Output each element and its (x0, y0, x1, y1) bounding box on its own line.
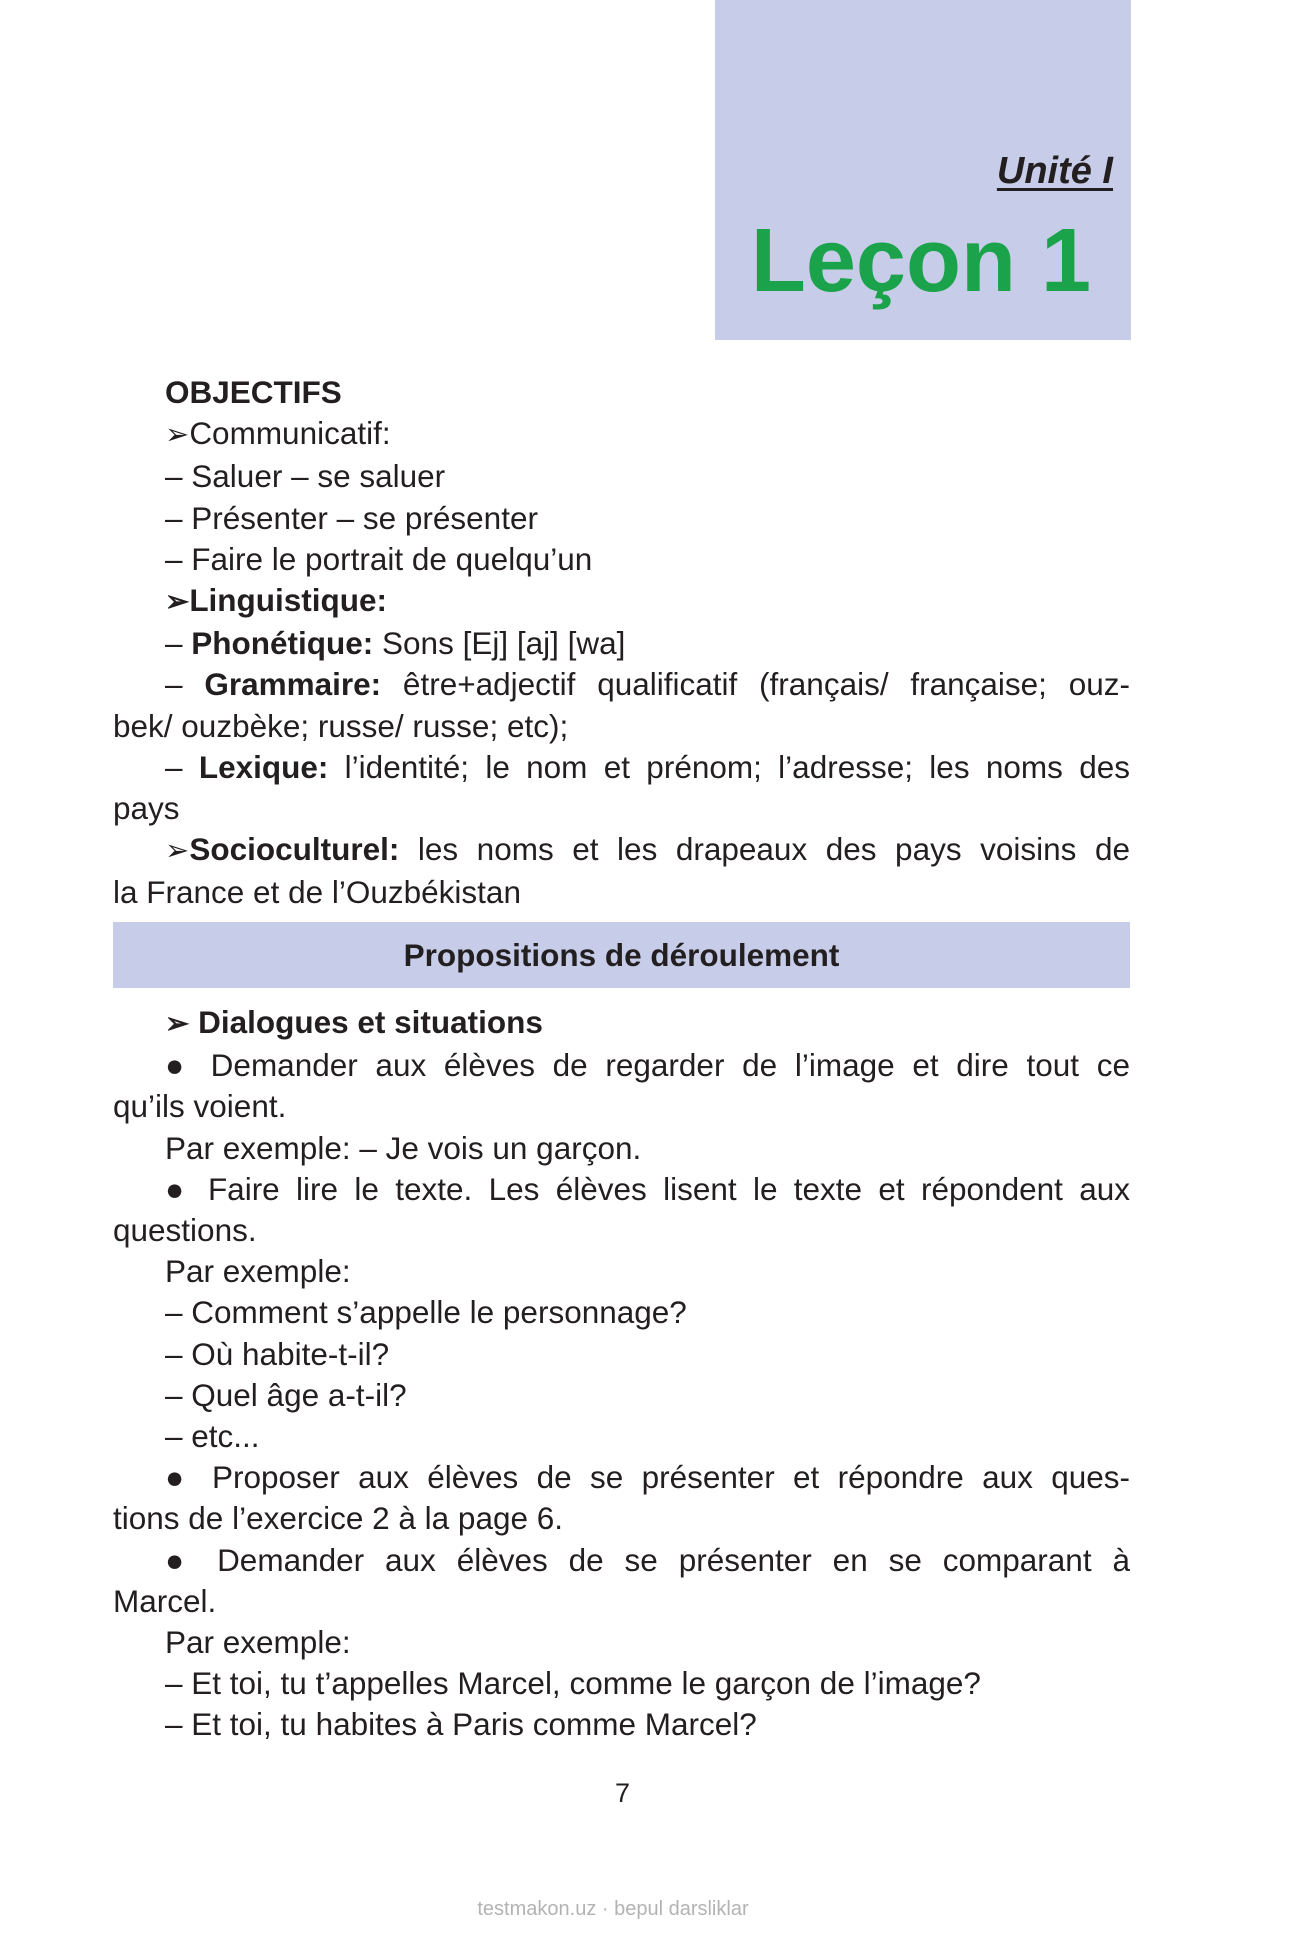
step-text: Faire lire le texte. Les élèves lisent le texte et répondent aux (207, 1170, 1130, 1207)
step-text-cont: tions de l’exercice 2 à la page 6. (113, 1500, 564, 1537)
step-item (113, 1540, 1130, 1581)
objectives-title: OBJECTIFS (165, 374, 342, 410)
bullet-icon: ● (165, 1170, 192, 1207)
step-text-cont: Marcel. (113, 1582, 217, 1619)
communicatif-item: – Saluer – se saluer (165, 458, 446, 495)
communicatif-item: – Présenter – se présenter (165, 499, 538, 536)
step-text: Demander aux élèves de se présenter en se comparant à (217, 1541, 1130, 1578)
section-band-title: Propositions de déroulement (113, 922, 1130, 988)
example-line: Par exemple: (165, 1253, 351, 1290)
bullet-icon: ● (165, 1459, 194, 1496)
bullet-icon: ● (165, 1047, 193, 1084)
socioculturel-text-1: les noms et les drapeaux des pays voisins de (399, 831, 1130, 868)
step-text-cont: qu’ils voient. (113, 1088, 287, 1125)
page-number: 7 (614, 1778, 631, 1808)
arrow-bullet-icon: ➢ (165, 419, 190, 452)
lexique-text-1: l’identité; le nom et prénom; l’adresse; les noms des (328, 748, 1131, 785)
step-text-cont: questions. (113, 1212, 257, 1249)
lesson-title: Leçon 1 (750, 211, 1091, 311)
question-line: – Où habite-t-il? (165, 1335, 390, 1372)
question-line: – Quel âge a-t-il? (165, 1376, 407, 1413)
phonetique-line (113, 623, 1130, 664)
objectives-section (113, 372, 1130, 914)
step-text: Proposer aux élèves de se présenter et répondre aux ques- (211, 1459, 1130, 1496)
grammaire-line (113, 664, 1130, 705)
phonetique-label: Phonétique: (191, 625, 374, 662)
dash: – (165, 748, 199, 785)
socioculturel-text-2: la France et de l’Ouzbékistan (113, 874, 521, 911)
example-line: Par exemple: – Je vois un garçon. (165, 1129, 642, 1166)
grammaire-label: Grammaire: (204, 666, 382, 703)
dash: – (165, 666, 205, 703)
linguistique-heading (113, 580, 1130, 623)
lexique-text-2: pays (113, 790, 180, 827)
arrow-bullet-icon: ➢ (165, 586, 190, 619)
unit-title: Unité I (996, 150, 1113, 192)
dialogues-heading (113, 1002, 1130, 1045)
lesson-header-box (715, 0, 1131, 340)
step-item (113, 1169, 1130, 1210)
arrow-bullet-icon: ➢ (165, 835, 190, 868)
lexique-label: Lexique: (198, 748, 329, 785)
socioculturel-line (113, 829, 1130, 872)
question-line: – Comment s’appelle le personnage? (165, 1294, 687, 1331)
step-item (113, 1457, 1130, 1498)
question-line: – etc... (165, 1418, 260, 1455)
socioculturel-label: Socioculturel: (189, 831, 400, 868)
step-text: Demander aux élèves de regarder de l’image et dire tout ce (210, 1047, 1131, 1084)
watermark: testmakon.uz · bepul darsliklar (477, 1898, 749, 1920)
linguistique-label: Linguistique: (189, 582, 388, 619)
communicatif-label: Communicatif: (189, 415, 391, 452)
grammaire-text-2: bek/ ouzbèke; russe/ russe; etc); (113, 707, 569, 744)
example-line: Par exemple: (165, 1624, 351, 1661)
communicatif-heading (113, 413, 1130, 456)
arrow-bullet-icon: ➢ (165, 1008, 190, 1040)
bullet-icon: ● (165, 1541, 197, 1578)
question-line: – Et toi, tu habites à Paris comme Marcel? (165, 1706, 757, 1743)
dash: – (165, 625, 192, 662)
step-item (113, 1045, 1130, 1086)
dialogues-label: Dialogues et situations (198, 1004, 543, 1040)
question-line: – Et toi, tu t’appelles Marcel, comme le garçon de l’image? (165, 1665, 981, 1702)
lexique-line (113, 747, 1130, 788)
grammaire-text-1: être+adjectif qualificatif (français/ française; ouz- (381, 666, 1130, 703)
steps-section (113, 1002, 1130, 1746)
phonetique-text: Sons [Ej] [aj] [wa] (373, 625, 626, 662)
communicatif-item: – Faire le portrait de quelqu’un (165, 540, 593, 577)
